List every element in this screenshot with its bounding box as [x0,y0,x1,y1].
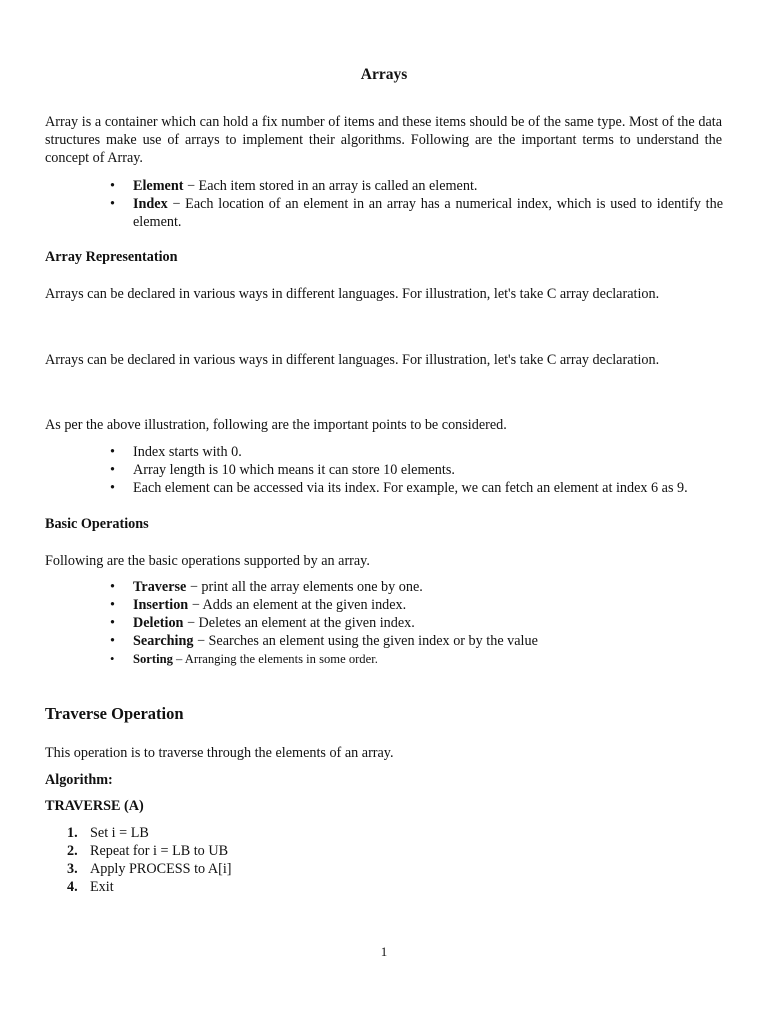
list-item [110,195,723,231]
list-item [110,614,723,632]
list-item [110,443,723,461]
algorithm-label: Algorithm: [45,772,113,788]
term-description: – Arranging the elements in some order. [172,652,378,666]
terms-list [110,177,723,231]
bullet-icon: • [110,178,115,194]
points-list [110,443,723,497]
step-text: Exit [90,879,114,895]
bullet-icon: • [110,579,115,595]
page-title: Arrays [360,66,408,83]
list-item [110,461,723,479]
point-text: Index starts with 0. [133,444,242,460]
paragraph: This operation is to traverse through the elements of an array. [45,745,394,761]
term-label: Insertion [133,597,189,613]
bullet-icon: • [110,615,115,631]
list-item [110,650,723,668]
term-label: Index [133,196,168,212]
list-item [67,860,490,878]
paragraph: Following are the basic operations supported by an array. [45,553,370,569]
algorithm-steps [67,824,490,896]
step-text: Apply PROCESS to A[i] [90,861,232,877]
bullet-icon: • [110,633,115,649]
list-item [67,842,490,860]
algorithm-name: TRAVERSE (A) [45,798,144,814]
term-description: − Searches an element using the given index or by the value [193,633,538,649]
term-description: − Each location of an element in an array has a numerical index, which is used to identify the element. [133,196,723,230]
step-number: 2. [67,843,78,859]
point-text: Each element can be accessed via its index. For example, we can fetch an element at index 6 as 9. [133,480,688,496]
intro-paragraph: Array is a container which can hold a fix number of items and these items should be of the same type. Most of the data structures make use of arrays to implement their algorithms. Following are the important terms to understand the concept of Array. [45,114,722,166]
term-label: Sorting [133,652,173,666]
paragraph: Arrays can be declared in various ways in different languages. For illustration, let's take C array declaration. [45,286,660,302]
list-item [110,479,723,497]
term-label: Deletion [133,615,184,631]
page-number: 1 [380,944,388,959]
step-number: 3. [67,861,78,877]
term-description: − Deletes an element at the given index. [183,615,415,631]
section-heading: Traverse Operation [45,704,184,723]
term-description: − print all the array elements one by one. [186,579,423,595]
list-item [67,824,490,842]
bullet-icon: • [110,597,115,613]
term-description: − Each item stored in an array is called an element. [183,178,478,194]
term-label: Element [133,178,184,194]
list-item [110,632,723,650]
paragraph: Arrays can be declared in various ways in different languages. For illustration, let's take C array declaration. [45,352,660,368]
term-description: − Adds an element at the given index. [188,597,407,613]
list-item [110,596,723,614]
step-number: 4. [67,879,78,895]
bullet-icon: • [110,480,115,496]
bullet-icon: • [110,652,115,666]
operations-list [110,578,723,668]
bullet-icon: • [110,462,115,478]
term-label: Traverse [133,579,187,595]
section-heading: Basic Operations [45,516,149,532]
term-label: Searching [133,633,194,649]
step-text: Set i = LB [90,825,149,841]
bullet-icon: • [110,444,115,460]
step-text: Repeat for i = LB to UB [90,843,229,859]
section-heading: Array Representation [45,249,178,265]
bullet-icon: • [110,196,115,212]
list-item [110,578,723,596]
point-text: Array length is 10 which means it can store 10 elements. [133,462,455,478]
paragraph: As per the above illustration, following are the important points to be considered. [45,417,507,433]
list-item [110,177,723,195]
step-number: 1. [67,825,78,841]
list-item [67,878,490,896]
